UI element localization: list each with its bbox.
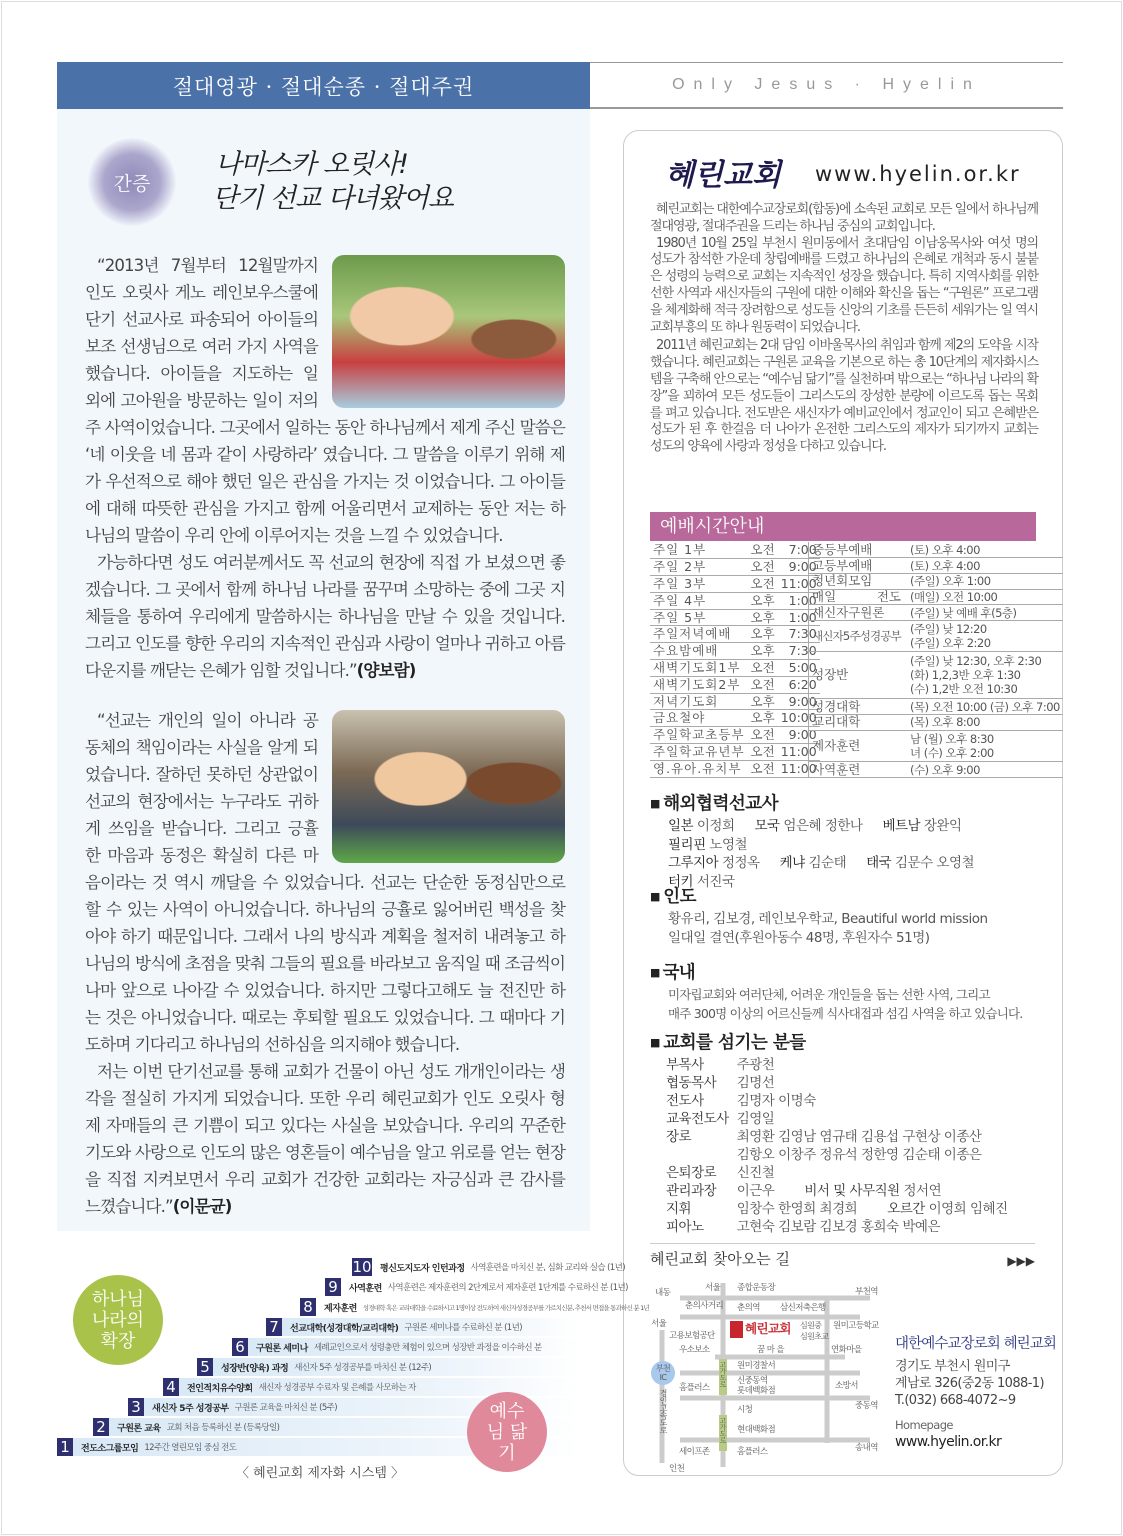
step-number: 3 bbox=[128, 1398, 144, 1416]
staff-names: 임창수 한영희 최경희 bbox=[736, 1201, 858, 1217]
circle-label: 예수님 닮기 bbox=[486, 1400, 528, 1464]
staff-row bbox=[666, 1092, 1016, 1110]
schedule-time: (주일) 낮 12:30, 오후 2:30 bbox=[910, 654, 1042, 669]
step-number: 7 bbox=[266, 1318, 282, 1336]
map-label: 부천IC bbox=[655, 1364, 671, 1382]
paragraph-text: 저는 이번 단기선교를 통해 교회가 건물이 아닌 성도 개개인이라는 생각을 절실히 가지게 되었습니다. 또한 우리 혜린교회가 인도 오릿사 형제 자매들의 큰 기쁨이 되고 있다는 사실을 보았습니다. 우리의 꾸준한 기도와 사랑으로 인도의 많은 영혼들이 예수님을 알고 위로를 얻는 현장을 직접 지켜보면서 우리 교회가 건강한 교회라는 자긍심과 큰 감사를 느꼈습니다.” bbox=[85, 1062, 565, 1216]
meeting-times bbox=[907, 620, 1063, 651]
map-label: 춘의역 bbox=[737, 1303, 760, 1313]
map-label: 홈플러스 bbox=[737, 1447, 768, 1457]
staff-role: 지휘 bbox=[666, 1201, 692, 1217]
service-time: 10:00 bbox=[778, 710, 820, 727]
step-description: 구원론 세미나를 수료하신 분 (1년) bbox=[404, 1323, 522, 1333]
meeting-times bbox=[907, 573, 1063, 589]
service-name: 새벽기도회1부 bbox=[650, 660, 748, 677]
map-label: 서울 bbox=[651, 1319, 667, 1329]
schedule-row bbox=[650, 592, 820, 609]
schedule-time: 녀 (수) 오후 2:00 bbox=[910, 745, 994, 760]
service-time: 7:30 bbox=[778, 643, 820, 660]
testimony-1 bbox=[85, 252, 565, 684]
step-name: 성장반(양육) 과정 bbox=[221, 1363, 289, 1374]
article-title bbox=[212, 148, 453, 216]
staff-names: 김명자 이명숙 bbox=[736, 1093, 816, 1109]
circle-label: 하나님 나라의 확장 bbox=[91, 1288, 145, 1352]
map-label: 홈플러스 bbox=[679, 1383, 710, 1393]
schedule-time: (목) 오전 10:00 (금) 오후 7:00 bbox=[910, 699, 1060, 714]
intro-paragraph: 2011년 혜린교회는 2대 담임 이바울목사의 취임과 함께 제2의 도약을 시작했습니다. 혜린교회는 구원론 교육을 기본으로 하는 총 10단계의 제자화시스템을 구축해 안으로는 “예수님 닮기”를 실천하며 밖으로는 “하나님 나라의 확장”을 꾀하여 모든 성도들이 그리스도의 장성한 분량에 이르도록 돕는 목회를 펴고 있습니다. 전도받은 새신자가 예비교인에서 정교인이 되고 은혜받은 성도가 된 후 한걸음 더 나아가 온전한 그리스도의 제자가 되기까지 교회는 성도의 양육에 사랑과 정성을 다하고 있습니다. bbox=[650, 338, 1038, 455]
staff-names: 최영환 김영남 염규태 김용섭 구현상 이종산 bbox=[736, 1129, 982, 1145]
staff-names: 고현숙 김보람 김보경 홍희숙 박예은 bbox=[736, 1219, 940, 1235]
kingdom-expansion-circle bbox=[73, 1275, 163, 1365]
meeting-name: 교리대학 bbox=[809, 715, 908, 731]
missionary-names: 김문수 오영철 bbox=[895, 855, 975, 871]
missionary-names: 서진국 bbox=[696, 873, 735, 890]
staff-row bbox=[666, 1074, 1016, 1092]
title-line-2: 단기 선교 다녀왔어요 bbox=[212, 183, 453, 214]
schedule-row bbox=[650, 542, 820, 559]
staff-role: 은퇴장로 bbox=[666, 1165, 717, 1181]
staff-names: 이영희 임혜진 bbox=[928, 1201, 1008, 1217]
testimony-2-paragraph: “선교는 개인의 일이 아니라 공동체의 책임이라는 사실을 알게 되었습니다. 잘하던 못하던 상관없이 선교의 현장에서는 누구라도 귀하게 쓰임을 받습니다. 그리고 긍휼한 마음과 동정은 확실히 다른 마음이라는 것 역시 깨달을 수 있었습니다. 선교는 단순한 동정심만으로 할 수 있는 사역이 아니었습니다. 하나님의 긍휼로 잃어버린 백성을 찾아야 하기 때문입니다. 그래서 나의 방식과 계획을 철저히 내려놓고 하나님의 방식에 초점을 맞춰 그들의 필요를 바라보고 움직일 때 조금씩이나마 앞으로 나아갈 수 있었습니다. 하지만 그렇다고해도 늘 전진만 하는 것은 아니었습니다. 때로는 후퇴할 필요도 있었습니다. 그 때마다 기도하며 기다리고 하나님의 선하심을 의지해야 했습니다. bbox=[85, 711, 565, 1054]
schedule-row bbox=[650, 744, 820, 761]
service-name: 저녁기도회 bbox=[650, 693, 748, 710]
map-label: 연화마을 bbox=[831, 1345, 862, 1355]
christlikeness-circle bbox=[467, 1392, 547, 1472]
directions-title: 혜린교회 찾아오는 길 bbox=[650, 1250, 790, 1268]
staff-names: 김영일 bbox=[736, 1111, 775, 1127]
meeting-name: 성장반 bbox=[809, 652, 908, 699]
service-ampm: 오후 bbox=[748, 592, 778, 609]
schedule-row bbox=[809, 620, 1063, 651]
service-ampm: 오전 bbox=[748, 727, 778, 744]
step-description: 구원론 교육을 마치신 분 (5주) bbox=[234, 1403, 337, 1413]
missionary-photo-2 bbox=[332, 710, 565, 863]
staff-row bbox=[666, 1218, 1016, 1236]
missions-section bbox=[652, 793, 1032, 891]
step-name: 제자훈련 bbox=[324, 1303, 357, 1314]
step-name: 구원론 세미나 bbox=[256, 1343, 308, 1354]
location-map bbox=[645, 1275, 885, 1475]
schedule-row bbox=[809, 605, 1063, 621]
schedule-row bbox=[809, 652, 1063, 699]
service-ampm: 오후 bbox=[748, 710, 778, 727]
country: 필리핀 bbox=[668, 836, 706, 853]
step-number: 10 bbox=[352, 1258, 372, 1276]
staff-table bbox=[666, 1056, 1016, 1236]
meeting-times bbox=[907, 589, 1063, 605]
schedule-row bbox=[650, 676, 820, 693]
service-name: 주일 2부 bbox=[650, 559, 748, 576]
service-name: 주일 5부 bbox=[650, 609, 748, 626]
missionary-names: 노영철 bbox=[709, 836, 748, 853]
map-label: 꿈 마 을 bbox=[757, 1345, 785, 1355]
missionary-names: 정정옥 bbox=[721, 855, 760, 871]
service-ampm: 오전 bbox=[748, 676, 778, 693]
step-description: 사역훈련을 마치신 분, 심화 교리와 실습 (1년) bbox=[470, 1263, 625, 1273]
service-time: 9:00 bbox=[778, 693, 820, 710]
schedule-time: (토) 오후 4:00 bbox=[910, 542, 980, 557]
meeting-times bbox=[907, 652, 1063, 699]
country: 태국 bbox=[866, 855, 892, 871]
service-time: 9:00 bbox=[778, 559, 820, 576]
staff-row bbox=[666, 1056, 1016, 1074]
service-time: 11:00 bbox=[778, 744, 820, 761]
staff-role: 전도사 bbox=[666, 1093, 704, 1109]
service-name: 수요밤예배 bbox=[650, 643, 748, 660]
testimony-2-paragraph bbox=[85, 1058, 565, 1220]
church-address bbox=[895, 1336, 1056, 1451]
meeting-name: 매일 전도 bbox=[809, 589, 908, 605]
meeting-times bbox=[907, 699, 1063, 715]
header-motto: Only Jesus · Hyelin bbox=[590, 62, 1063, 109]
missionary-item bbox=[668, 817, 735, 836]
missionary-item bbox=[668, 836, 747, 855]
meeting-name: 제자훈련 bbox=[809, 730, 908, 761]
missionary-photo-1 bbox=[332, 255, 565, 408]
missionary-item bbox=[866, 854, 974, 873]
missionary-names: 김순태 bbox=[808, 855, 847, 871]
author-name: (양보람) bbox=[356, 661, 416, 680]
service-ampm: 오전 bbox=[748, 660, 778, 677]
staff-role: 부목사 bbox=[666, 1057, 704, 1073]
service-time: 1:00 bbox=[778, 592, 820, 609]
testimony-1-paragraph bbox=[85, 549, 565, 684]
testimony-1-paragraph: “2013년 7월부터 12월말까지 인도 오릿사 게노 레인보우스쿨에 단기 선교사로 파송되어 아이들의 보조 선생님으로 여러 가지 사역을 했습니다. 아이들을 지도하는 일 외에 고아원을 방문하는 일이 저의 주 사역이었습니다. 그곳에서 일하는 동안 하나님께서 제게 주신 말씀은 ‘네 이웃을 네 몸과 같이 사랑하라’ 였습니다. 그 말씀을 이루기 위해 제가 우선적으로 해야 했던 일은 관심을 가지는 것 이었습니다. 그 아이들에 대해 따뜻한 관심을 가지고 함께 어울리면서 교제하는 동안 저는 하나님의 말씀이 우리 안에 이루어지는 것을 느낄 수 있었습니다. bbox=[85, 256, 565, 545]
step-name: 전도소그룹모임 bbox=[81, 1443, 139, 1454]
map-label: 원미고등학교 bbox=[833, 1321, 879, 1331]
map-label: 심원중 bbox=[800, 1321, 822, 1330]
map-label: 중동역 bbox=[855, 1401, 878, 1411]
schedule-row bbox=[809, 762, 1063, 778]
step-description: 세례교인으로서 성령충만 체험이 있으며 성장반 과정을 이수하신 분 bbox=[313, 1343, 542, 1353]
discipleship-step bbox=[352, 1258, 625, 1276]
map-label: 경인고속도로 bbox=[659, 1389, 668, 1434]
service-ampm: 오후 bbox=[748, 693, 778, 710]
schedule-row bbox=[809, 589, 1063, 605]
map-label: 인천 bbox=[669, 1464, 685, 1474]
section-title: ■ 국내 bbox=[650, 962, 1022, 984]
map-label: 내동 bbox=[655, 1288, 671, 1298]
schedule-time: (화) 1,2,3반 오후 1:30 bbox=[910, 668, 1021, 683]
service-ampm: 오후 bbox=[748, 643, 778, 660]
service-time: 11:00 bbox=[778, 760, 820, 777]
meeting-name: 청년회모임 bbox=[809, 573, 908, 589]
meeting-name: 사역훈련 bbox=[809, 762, 908, 778]
service-time: 7:30 bbox=[778, 626, 820, 643]
staff-names: 주광천 bbox=[736, 1057, 775, 1073]
step-description: 새신자 5주 성경공부를 마치신 분 (12주) bbox=[294, 1363, 432, 1373]
meeting-times bbox=[907, 715, 1063, 731]
map-label: 부천역 bbox=[855, 1287, 878, 1297]
header-slogan: 절대영광 · 절대순종 · 절대주권 bbox=[57, 62, 590, 109]
service-ampm: 오전 bbox=[748, 542, 778, 559]
diagram-caption: 〈 혜린교회 제자화 시스템 〉 bbox=[235, 1466, 405, 1481]
missionary-names: 이정희 bbox=[696, 818, 735, 834]
service-time: 7:00 bbox=[778, 542, 820, 559]
map-label: 원미경찰서 bbox=[737, 1361, 776, 1371]
service-time: 1:00 bbox=[778, 609, 820, 626]
staff-names: 이근우 bbox=[736, 1183, 775, 1199]
staff-names: 김명선 bbox=[736, 1075, 775, 1091]
schedule-table-right bbox=[808, 542, 1063, 778]
staff-role: 관리과장 bbox=[666, 1183, 717, 1199]
service-ampm: 오전 bbox=[748, 744, 778, 761]
schedule-row bbox=[650, 693, 820, 710]
missionary-item bbox=[780, 854, 847, 873]
staff-row bbox=[666, 1146, 1016, 1164]
schedule-table-left bbox=[650, 542, 820, 778]
meeting-times bbox=[907, 730, 1063, 761]
schedule-row bbox=[650, 660, 820, 677]
testimony-2 bbox=[85, 707, 565, 1220]
testimony-badge: 간증 bbox=[88, 138, 176, 226]
step-number: 8 bbox=[300, 1298, 316, 1316]
staff-role: 협동목사 bbox=[666, 1075, 717, 1091]
domestic-section bbox=[652, 962, 1022, 1023]
schedule-row bbox=[650, 643, 820, 660]
schedule-row bbox=[809, 699, 1063, 715]
meeting-name: 새신자구원론 bbox=[809, 605, 908, 621]
india-section bbox=[652, 886, 988, 947]
address-line: 계남로 326(중2동 1088-1) bbox=[895, 1376, 1044, 1391]
india-line: 황유리, 김보경, 레인보우학교, Beautiful world mission bbox=[668, 911, 988, 927]
service-name: 주일학교유년부 bbox=[650, 744, 748, 761]
schedule-row bbox=[650, 727, 820, 744]
church-intro bbox=[650, 202, 1038, 456]
step-description: 12주간 열린모임 중심 전도 bbox=[144, 1443, 237, 1453]
meeting-times bbox=[907, 762, 1063, 778]
step-number: 9 bbox=[325, 1278, 341, 1296]
directions-header bbox=[650, 1243, 1035, 1270]
map-label: 심원초교 bbox=[800, 1332, 829, 1341]
step-name: 새신자 5주 성경공부 bbox=[152, 1403, 229, 1414]
staff-role: 피아노 bbox=[666, 1219, 704, 1235]
more-arrows-icon[interactable]: ▶▶▶ bbox=[1007, 1254, 1035, 1268]
service-name: 주일 1부 bbox=[650, 542, 748, 559]
country: 케냐 bbox=[779, 855, 805, 871]
map-label: 세이프존 bbox=[679, 1447, 710, 1457]
schedule-row bbox=[650, 559, 820, 576]
author-name: (이문균) bbox=[172, 1197, 232, 1216]
map-label: 고가도로 bbox=[719, 1361, 727, 1387]
schedule-time: (토) 오후 4:00 bbox=[910, 558, 980, 573]
schedule-time: (주일) 오후 2:20 bbox=[910, 636, 991, 651]
schedule-row bbox=[650, 576, 820, 593]
service-name: 영.유아.유치부 bbox=[650, 760, 748, 777]
section-title: ■ 해외협력선교사 bbox=[650, 793, 1032, 815]
schedule-row bbox=[650, 760, 820, 777]
step-number: 2 bbox=[93, 1418, 109, 1436]
step-name: 사역훈련 bbox=[349, 1283, 382, 1294]
church-denomination-name: 대한예수교장로회 혜린교회 bbox=[895, 1336, 1056, 1352]
map-label: 현대백화점 bbox=[737, 1425, 776, 1435]
step-name: 평신도지도자 인턴과정 bbox=[380, 1263, 465, 1274]
schedule-time: (목) 오후 8:00 bbox=[910, 715, 980, 730]
staff-role: 오르간 bbox=[887, 1201, 925, 1217]
discipleship-step bbox=[232, 1338, 580, 1356]
meeting-times bbox=[907, 542, 1063, 558]
step-number: 5 bbox=[197, 1358, 213, 1376]
service-ampm: 오전 bbox=[748, 760, 778, 777]
service-name: 새벽기도회2부 bbox=[650, 676, 748, 693]
staff-role: 교육전도사 bbox=[666, 1111, 729, 1127]
paragraph-text: 가능하다면 성도 여러분께서도 꼭 선교의 현장에 직접 가 보셨으면 좋겠습니다. 그 곳에서 함께 하나님 나라를 꿈꾸며 소망하는 중에 그곳 지체들을 통하여 우리에게 말씀하시는 하나님을 만날 수 있을 것입니다. 그리고 인도를 향한 우리의 지속적인 관심과 사랑이 얼마나 귀하고 아름다운지를 깨닫는 은혜가 임할 것입니다.” bbox=[85, 553, 565, 680]
schedule-time: 남 (월) 오후 8:30 bbox=[910, 731, 994, 746]
map-label: 고용보험공단 bbox=[669, 1331, 715, 1341]
map-label: 롯데백화점 bbox=[737, 1386, 776, 1396]
service-name: 주일 3부 bbox=[650, 576, 748, 593]
country: 베트남 bbox=[882, 818, 921, 834]
service-ampm: 오전 bbox=[748, 559, 778, 576]
missionary-item bbox=[755, 817, 863, 836]
step-name: 선교대학(성경대학/교리대학) bbox=[290, 1323, 399, 1334]
staff-row bbox=[666, 1128, 1016, 1146]
church-logo: 혜린교회 bbox=[665, 158, 781, 193]
schedule-row bbox=[650, 626, 820, 643]
schedule-time: (수) 1,2반 오전 10:30 bbox=[910, 682, 1018, 697]
missionary-list bbox=[652, 817, 1032, 891]
section-title: ■ 교회를 섬기는 분들 bbox=[650, 1032, 1016, 1054]
staff-row bbox=[666, 1182, 1016, 1200]
meeting-times bbox=[907, 605, 1063, 621]
staff-names: 신진철 bbox=[736, 1165, 775, 1181]
intro-paragraph: 1980년 10월 25일 부천시 원미동에서 초대담임 이남웅목사와 여섯 명의 성도가 참석한 가운데 창립예배를 드렸고 하나님의 은혜로 개척과 동시 불붙은 성령의 능력으로 교회는 지속적인 성장을 했습니다. 특히 지역사회를 위한 선한 사역과 새신자들의 구원에 대한 이해와 확신을 돕는 “구원론” 프로그램을 체계화해 적극 장려함으로 성도들 신앙의 기초를 든든히 세워가는 일 역시 교회부흥의 또 하나 원동력이 되었습니다. bbox=[650, 235, 1038, 335]
homepage-link[interactable]: www.hyelin.or.kr bbox=[895, 1434, 1002, 1450]
intro-paragraph: 혜린교회는 대한예수교장로회(합동)에 소속된 교회로 모든 일에서 하나님께 절대영광, 절대주권을 드리는 하나님 중심의 교회입니다. bbox=[650, 202, 1038, 234]
map-label: 삼신저축은행 bbox=[780, 1303, 826, 1313]
schedule-time: (매일) 오전 10:00 bbox=[910, 589, 998, 604]
map-roads bbox=[645, 1275, 885, 1475]
service-time: 11:00 bbox=[778, 576, 820, 593]
map-label: 춘의사거리 bbox=[685, 1301, 724, 1311]
staff-role: 비서 및 사무직원 bbox=[804, 1183, 900, 1199]
country: 터키 bbox=[668, 873, 694, 890]
step-description: 새신자 성경공부 수료자 및 은혜를 사모하는 자 bbox=[258, 1383, 416, 1393]
step-number: 6 bbox=[232, 1338, 248, 1356]
church-url[interactable]: www.hyelin.or.kr bbox=[815, 162, 1021, 186]
map-label: 시청 bbox=[737, 1405, 753, 1415]
address-line: 경기도 부천시 원미구 bbox=[895, 1359, 1010, 1374]
missionary-names: 엄은혜 정한나 bbox=[783, 818, 863, 834]
schedule-row bbox=[650, 609, 820, 626]
staff-section bbox=[652, 1032, 1016, 1236]
map-label: 신중동역 bbox=[737, 1376, 768, 1386]
schedule-row bbox=[650, 710, 820, 727]
service-time: 9:00 bbox=[778, 727, 820, 744]
schedule-title: 예배시간안내 bbox=[650, 512, 1036, 541]
country: 그루지아 bbox=[668, 855, 719, 871]
phone-number: T.(032) 668-4072~9 bbox=[895, 1393, 1016, 1408]
step-name: 구원론 교육 bbox=[117, 1423, 161, 1434]
section-title: ■ 인도 bbox=[650, 886, 988, 908]
schedule-time: (수) 오후 9:00 bbox=[910, 762, 980, 777]
schedule-row bbox=[809, 558, 1063, 574]
step-description: 성경대학 혹은 교리대학을 수료하시고 1명이상 전도하여 새신자성경공부를 가르치신분, 추천서 면접을 통과하신 분 1년 bbox=[362, 1303, 649, 1312]
discipleship-step bbox=[300, 1298, 649, 1316]
service-ampm: 오전 bbox=[748, 576, 778, 593]
schedule-time: (주일) 오후 1:00 bbox=[910, 574, 991, 589]
service-time: 6:20 bbox=[778, 676, 820, 693]
schedule-time: (주일) 낮 12:20 bbox=[910, 622, 987, 637]
service-name: 주일 4부 bbox=[650, 592, 748, 609]
missionary-names: 장완익 bbox=[923, 818, 962, 834]
map-label: 소방서 bbox=[835, 1381, 858, 1391]
schedule-row bbox=[809, 542, 1063, 558]
staff-role: 장로 bbox=[666, 1129, 692, 1145]
service-name: 주일학교초등부 bbox=[650, 727, 748, 744]
step-number: 1 bbox=[57, 1438, 73, 1456]
map-label: 종합운동장 bbox=[737, 1283, 776, 1293]
staff-row bbox=[666, 1164, 1016, 1182]
domestic-line: 매주 300명 이상의 어르신들께 식사대접과 섬김 사역을 하고 있습니다. bbox=[668, 1005, 1023, 1021]
staff-row bbox=[666, 1200, 1016, 1218]
map-label: 우소보소 bbox=[679, 1345, 710, 1355]
map-label: 서울 bbox=[705, 1283, 721, 1293]
staff-row bbox=[666, 1110, 1016, 1128]
india-line: 일대일 결연(후원아동수 48명, 후원자수 51명) bbox=[668, 929, 930, 946]
schedule-time: (주일) 낮 예배 후(5층) bbox=[910, 605, 1017, 620]
service-name: 주일저녁예배 bbox=[650, 626, 748, 643]
service-ampm: 오후 bbox=[748, 626, 778, 643]
service-name: 금요철야 bbox=[650, 710, 748, 727]
discipleship-step bbox=[197, 1358, 580, 1376]
title-line-1: 나마스카 오릿사! bbox=[215, 149, 408, 180]
meeting-name: 중등부예배 bbox=[809, 542, 908, 558]
map-label: 송내역 bbox=[855, 1443, 878, 1453]
domestic-line: 미자립교회와 여러단체, 어려운 개인들을 돕는 선한 사역, 그리고 bbox=[668, 987, 990, 1002]
map-church-marker[interactable]: 혜린교회 bbox=[745, 1321, 791, 1336]
country: 모국 bbox=[754, 818, 780, 834]
meeting-times bbox=[907, 558, 1063, 574]
meeting-name: 고등부예배 bbox=[809, 558, 908, 574]
step-description: 사역훈련은 제자훈련의 2단계로서 제자훈련 1단계를 수료하신 분 (1년) bbox=[387, 1283, 628, 1293]
step-name: 전인적치유수양회 bbox=[187, 1383, 253, 1394]
meeting-name: 성경대학 bbox=[809, 699, 908, 715]
missionary-item bbox=[882, 817, 961, 836]
schedule-row bbox=[809, 715, 1063, 731]
staff-role bbox=[666, 1146, 737, 1164]
staff-names: 정서연 bbox=[903, 1183, 942, 1199]
map-label: 고가도로 bbox=[719, 1417, 727, 1443]
discipleship-step bbox=[266, 1318, 580, 1336]
service-ampm: 오후 bbox=[748, 609, 778, 626]
step-description: 교회 처음 등록하신 분 (등록당일) bbox=[166, 1423, 280, 1433]
homepage-label: Homepage bbox=[895, 1418, 953, 1432]
missionary-item bbox=[668, 854, 760, 873]
country: 일본 bbox=[668, 818, 694, 834]
service-time: 5:00 bbox=[778, 660, 820, 677]
discipleship-step bbox=[325, 1278, 628, 1296]
schedule-row bbox=[809, 573, 1063, 589]
schedule-row bbox=[809, 730, 1063, 761]
step-number: 4 bbox=[163, 1378, 179, 1396]
meeting-name: 새신자5주성경공부 bbox=[809, 620, 908, 651]
staff-names: 김항오 이창주 정유석 정한영 김순태 이종은 bbox=[736, 1147, 982, 1163]
